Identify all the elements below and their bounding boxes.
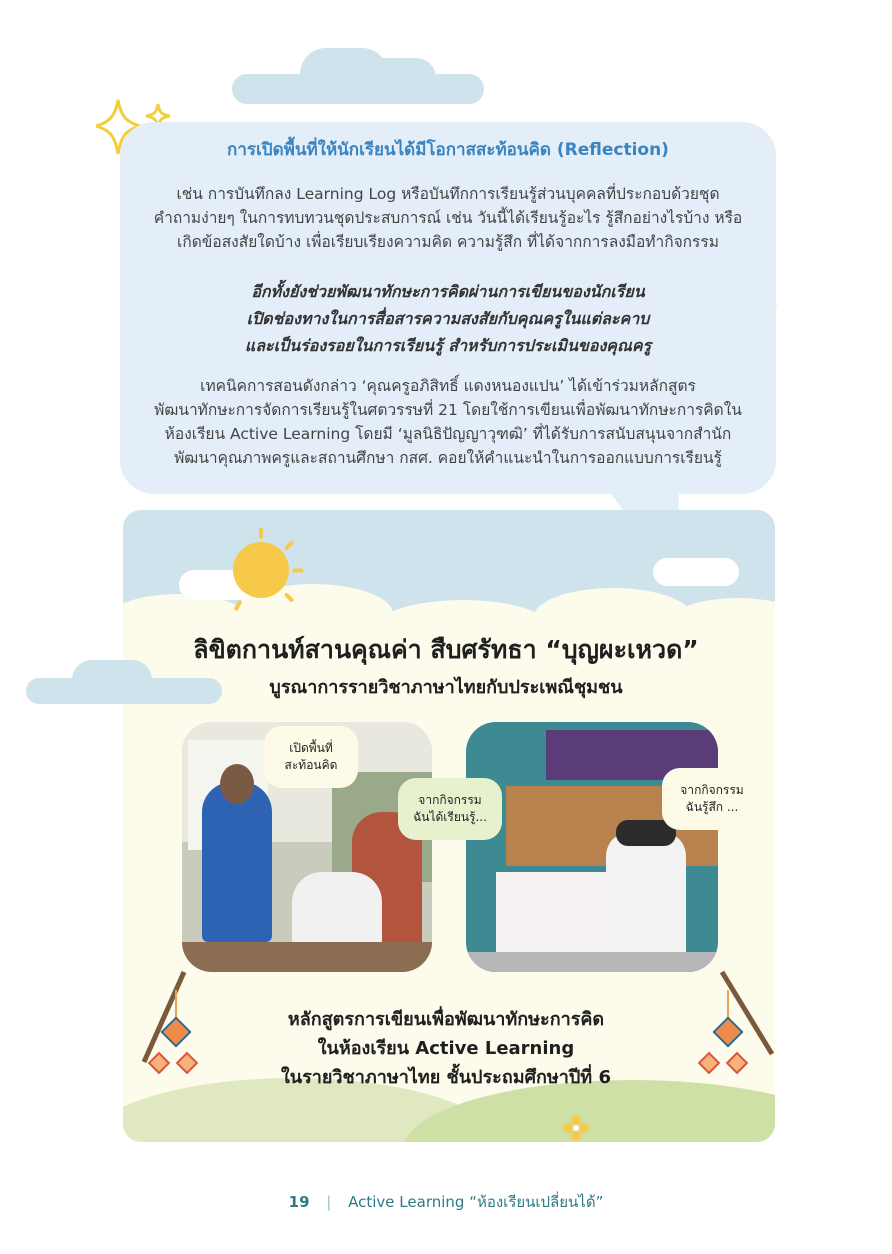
speech-bubble-learned bbox=[398, 778, 502, 840]
paragraph-2-line: ห้องเรียน Active Learning โดยมี ‘มูลนิธิปัญญาวุฑฒิ’ ที่ได้รับการสนับสนุนจากสำนัก bbox=[164, 425, 732, 443]
photo-person-teacher bbox=[202, 782, 272, 942]
footer-separator: | bbox=[326, 1193, 332, 1211]
poster-title: ลิขิตกานท์สานคุณค่า สืบศรัทธา “บุญผะเหวด” bbox=[193, 635, 699, 664]
callout-emphasis bbox=[128, 278, 768, 359]
photo-person-head bbox=[220, 764, 254, 804]
callout-paragraph-2 bbox=[128, 374, 768, 470]
classroom-photo-students bbox=[466, 722, 718, 972]
paragraph-2-line: เทคนิคการสอนดังกล่าว ‘คุณครูอภิสิทธิ์ แดงหนองแปน’ ได้เข้าร่วมหลักสูตร bbox=[200, 377, 696, 395]
sky-cloud bbox=[653, 558, 739, 586]
callout-paragraph-1 bbox=[128, 182, 768, 254]
course-line-1: หลักสูตรการเขียนเพื่อพัฒนาทักษะการคิด bbox=[287, 1009, 605, 1030]
photo-floor bbox=[466, 952, 718, 972]
emphasis-line: และเป็นร่องรอยในการเรียนรู้ สำหรับการประเมินของคุณครู bbox=[244, 336, 652, 355]
sun-ray bbox=[259, 528, 263, 539]
paragraph-1-line: เช่น การบันทึกลง Learning Log หรือบันทึกการเรียนรู้ส่วนบุคคลที่ประกอบด้วยชุด bbox=[176, 185, 720, 203]
speech-line: ฉันได้เรียนรู้... bbox=[413, 810, 487, 824]
emphasis-line: เปิดช่องทางในการสื่อสารความสงสัยกับคุณครูในแต่ละคาบ bbox=[246, 309, 650, 328]
course-line-3: ในรายวิชาภาษาไทย ชั้นประถมศึกษาปีที่ 6 bbox=[281, 1067, 611, 1088]
speech-line: จากกิจกรรม bbox=[418, 793, 482, 807]
speech-line: จากกิจกรรม bbox=[680, 783, 744, 797]
speech-line: เปิดพื้นที่ bbox=[289, 741, 333, 755]
speech-line: สะท้อนคิด bbox=[284, 758, 338, 772]
sun-ray bbox=[293, 569, 304, 573]
page-number: 19 bbox=[288, 1193, 310, 1211]
page-footer bbox=[0, 1190, 892, 1214]
paragraph-2-line: พัฒนาทักษะการจัดการเรียนรู้ในศตวรรษที่ 21 โดยใช้การเขียนเพื่อพัฒนาทักษะการคิดใน bbox=[154, 401, 742, 419]
top-cloud-puff2 bbox=[366, 58, 436, 98]
speech-bubble-feeling bbox=[662, 768, 762, 830]
paragraph-1-line: คำถามง่ายๆ ในการทบทวนชุดประสบการณ์ เช่น วันนี้ได้เรียนรู้อะไร รู้สึกอย่างไรบ้าง หรือ bbox=[153, 209, 743, 227]
course-line-2: ในห้องเรียน Active Learning bbox=[317, 1038, 575, 1059]
photo-table bbox=[182, 942, 432, 972]
photo-poster-paper bbox=[496, 872, 616, 962]
speech-line: ฉันรู้สึก ... bbox=[685, 800, 739, 814]
emphasis-line: อีกทั้งยังช่วยพัฒนาทักษะการคิดผ่านการเขียนของนักเรียน bbox=[251, 282, 645, 301]
footer-text: Active Learning “ห้องเรียนเปลี่ยนได้” bbox=[348, 1193, 604, 1211]
poster-subtitle: บูรณาการรายวิชาภาษาไทยกับประเพณีชุมชน bbox=[269, 677, 623, 698]
callout-title: การเปิดพื้นที่ให้นักเรียนได้มีโอกาสสะท้อนคิด (Reflection) bbox=[227, 140, 669, 160]
photo-students bbox=[606, 832, 686, 962]
sun-icon bbox=[233, 542, 289, 598]
paragraph-1-line: เกิดข้อสงสัยใดบ้าง เพื่อเรียบเรียงความคิด ความรู้สึก ที่ได้จากการลงมือทำกิจกรรม bbox=[177, 233, 719, 251]
flower-icon bbox=[562, 1114, 590, 1142]
speech-bubble-reflection bbox=[264, 726, 358, 788]
paragraph-2-line: พัฒนาคุณภาพครูและสถานศึกษา กสศ. คอยให้คำแนะนำในการออกแบบการเรียนรู้ bbox=[174, 449, 722, 467]
